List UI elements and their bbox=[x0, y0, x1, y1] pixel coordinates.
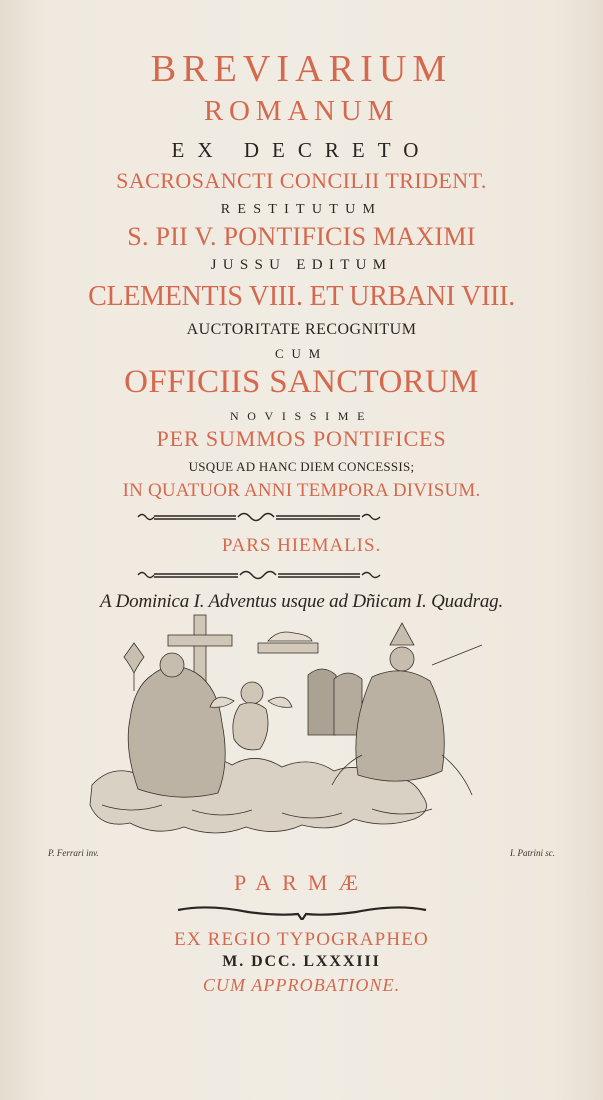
credit-inventor: P. Ferrari inv. bbox=[48, 848, 99, 858]
title-breviarium: BREVIARIUM bbox=[150, 48, 453, 90]
title-romanum: ROMANUM bbox=[203, 95, 400, 127]
line-auctoritate: AUCTORITATE RECOGNITUM bbox=[186, 321, 417, 338]
line-ex-decreto: EX DECRETO bbox=[171, 138, 432, 162]
line-novissime: NOVISSIME bbox=[229, 409, 374, 423]
season-range: A Dominica I. Adventus usque ad Dñicam I. Quadrag. bbox=[100, 591, 503, 612]
line-pii-v: S. PII V. PONTIFICIS MAXIMI bbox=[127, 222, 476, 251]
ornament-rule-bottom bbox=[0, 568, 603, 582]
line-jussu-editum: JUSSU EDITUM bbox=[210, 257, 393, 273]
line-restitutum: RESTITUTUM bbox=[220, 202, 383, 217]
line-officiis-sanctorum: OFFICIIS SANCTORUM bbox=[124, 364, 479, 400]
imprint-approbation: CUM APPROBATIONE. bbox=[202, 975, 401, 995]
line-sacrosancti-concilii: SACROSANCTI CONCILII TRIDENT. bbox=[116, 168, 487, 193]
ornament-rule-top bbox=[0, 510, 603, 524]
line-in-quatuor: IN QUATUOR ANNI TEMPORA DIVISUM. bbox=[122, 480, 481, 501]
credit-engraver: I. Patrini sc. bbox=[510, 848, 555, 858]
imprint-city: PARMÆ bbox=[234, 870, 369, 895]
line-per-summos-pontifices: PER SUMMOS PONTIFICES bbox=[156, 426, 447, 451]
part-title: PARS HIEMALIS. bbox=[221, 535, 382, 556]
line-clementis-urbani: CLEMENTIS VIII. ET URBANI VIII. bbox=[88, 281, 515, 312]
line-usque-ad-hanc: USQUE AD HANC DIEM CONCESSIS; bbox=[188, 459, 415, 474]
imprint-year: M. DCC. LXXXIII bbox=[222, 953, 381, 970]
engraving-illustration bbox=[72, 605, 512, 850]
ornament-flourish bbox=[0, 902, 603, 920]
imprint-printer: EX REGIO TYPOGRAPHEO bbox=[174, 929, 429, 950]
line-cum: CUM bbox=[274, 346, 329, 361]
